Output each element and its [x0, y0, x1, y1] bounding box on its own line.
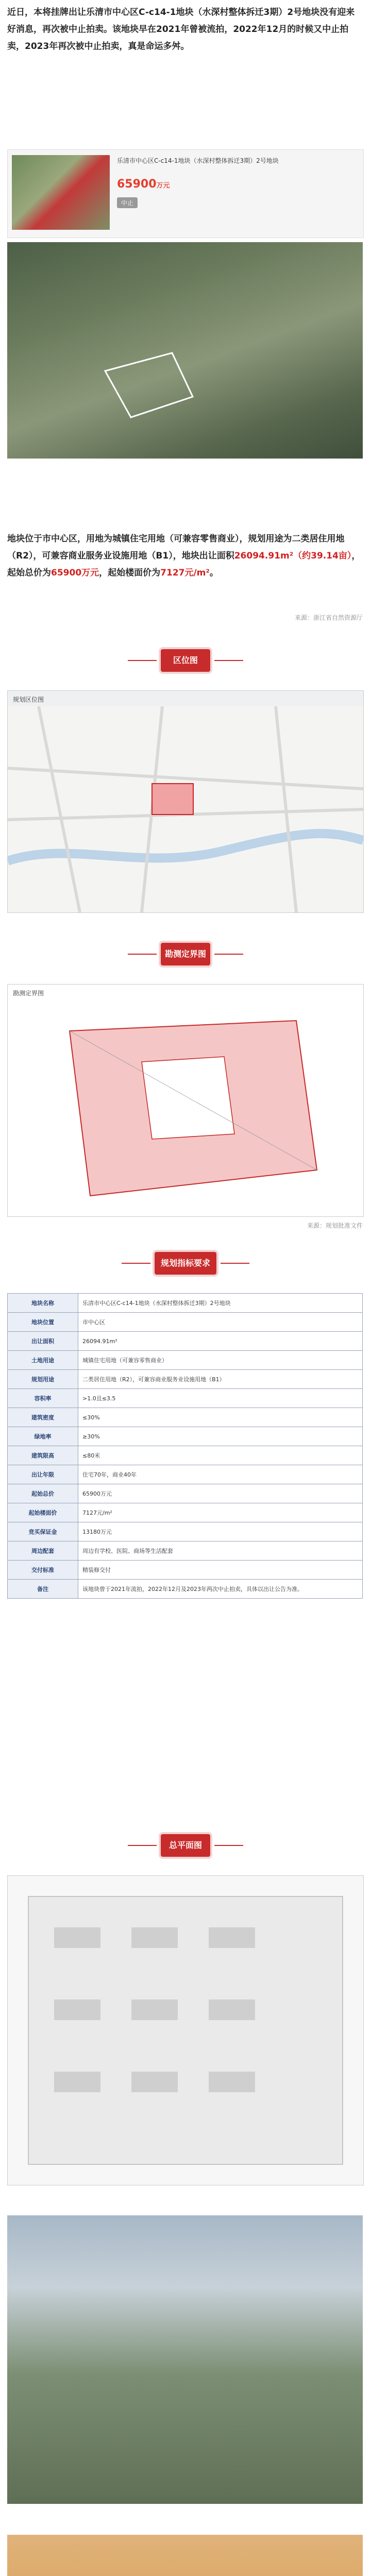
spec-key: 出让年限 — [8, 1465, 78, 1484]
site-plan — [7, 1875, 364, 2185]
spec-row — [8, 1484, 363, 1503]
spec-key: 建筑密度 — [8, 1408, 78, 1427]
intro-unit-price: 7127元/m² — [160, 568, 210, 578]
intro-paragraph-2 — [7, 531, 363, 582]
spec-value: 13180万元 — [78, 1522, 363, 1541]
spec-value: ≤80米 — [78, 1446, 363, 1465]
location-map — [7, 690, 364, 913]
spec-value: 7127元/m² — [78, 1503, 363, 1522]
spec-row — [8, 1332, 363, 1351]
spec-value: ≥30% — [78, 1427, 363, 1446]
intro-text-2c: ，起始楼面价为 — [99, 568, 161, 578]
intro-text-2a: 地块位于市中心区，用地为城镇住宅用地（可兼容零售商业），规划用途为二类居住用地（R2），可兼容商业服务业设施用地（B1），地块出让面积 — [7, 534, 345, 561]
location-map-title: 规划区位图 — [13, 696, 44, 703]
spec-table-wrap — [7, 1293, 363, 1599]
spec-key: 竞买保证金 — [8, 1522, 78, 1541]
spec-key: 出让面积 — [8, 1332, 78, 1351]
survey-map — [7, 984, 364, 1217]
spec-value: 26094.91m² — [78, 1332, 363, 1351]
spec-row — [8, 1408, 363, 1427]
spec-row — [8, 1294, 363, 1313]
intro-paragraph — [7, 4, 363, 55]
spec-key: 规划用途 — [8, 1370, 78, 1389]
listing-price — [117, 178, 170, 191]
spec-key: 土地用途 — [8, 1351, 78, 1370]
spec-key: 交付标准 — [8, 1561, 78, 1580]
spec-row — [8, 1503, 363, 1522]
spec-row — [8, 1541, 363, 1561]
caption-source-2: 来源：规划批准文件 — [307, 1222, 363, 1229]
spec-row — [8, 1351, 363, 1370]
spec-row — [8, 1465, 363, 1484]
spec-key: 容积率 — [8, 1389, 78, 1408]
aerial-render — [7, 2215, 363, 2504]
spec-row — [8, 1370, 363, 1389]
intro-area: 26094.91m²（约39.14亩） — [234, 551, 352, 561]
spec-value: 该地块曾于2021年流拍，2022年12月及2023年两次中止拍卖，具体以出让公告为准。 — [78, 1580, 363, 1599]
spec-row — [8, 1389, 363, 1408]
listing-card[interactable] — [7, 149, 364, 238]
site-plan-drawing — [8, 1876, 363, 2185]
spec-row — [8, 1427, 363, 1446]
spec-key: 地块位置 — [8, 1313, 78, 1332]
aerial-photo — [7, 242, 363, 459]
caption-source-1: 来源：浙江省自然资源厅 — [294, 614, 363, 621]
survey-map-drawing — [8, 1000, 363, 1216]
spec-key: 起始楼面价 — [8, 1503, 78, 1522]
spec-row — [8, 1561, 363, 1580]
section-title-survey: 勘测定界图 — [161, 943, 210, 965]
spec-value: 市中心区 — [78, 1313, 363, 1332]
spec-value: 65900万元 — [78, 1484, 363, 1503]
spec-value: 精装修交付 — [78, 1561, 363, 1580]
listing-title: 乐清市中心区C-c14-1地块（水深村整体拆迁3期）2号地块 — [117, 157, 279, 164]
listing-price-value: 65900 — [117, 178, 157, 191]
spec-key: 备注 — [8, 1580, 78, 1599]
parcel-outline — [7, 242, 363, 459]
section-title-indicators: 规划指标要求 — [155, 1252, 216, 1275]
spec-value: 城镇住宅用地（可兼容零售商业） — [78, 1351, 363, 1370]
spec-value: 周边有学校、医院、商场等生活配套 — [78, 1541, 363, 1561]
listing-status: 中止 — [117, 197, 138, 208]
intro-price: 65900万元 — [51, 568, 99, 578]
spec-value: 二类居住用地（R2），可兼容商业服务业设施用地（B1） — [78, 1370, 363, 1389]
spec-row — [8, 1522, 363, 1541]
listing-photo — [12, 155, 110, 230]
street-render — [7, 2535, 363, 2576]
spec-key: 起始总价 — [8, 1484, 78, 1503]
spec-key: 建筑限高 — [8, 1446, 78, 1465]
intro-text-2b: ，起始总价为 — [7, 551, 361, 578]
spec-value: ≤30% — [78, 1408, 363, 1427]
spec-row — [8, 1446, 363, 1465]
survey-map-title: 勘测定界图 — [13, 990, 44, 997]
spec-key: 绿地率 — [8, 1427, 78, 1446]
spec-value: >1.0且≤3.5 — [78, 1389, 363, 1408]
spec-table — [7, 1293, 363, 1599]
location-map-drawing — [8, 706, 363, 912]
spec-key: 地块名称 — [8, 1294, 78, 1313]
section-title-plan: 总平面图 — [161, 1834, 210, 1857]
spec-row — [8, 1580, 363, 1599]
section-title-location: 区位图 — [161, 649, 210, 672]
intro-text-2d: 。 — [209, 568, 218, 578]
spec-value: 住宅70年，商业40年 — [78, 1465, 363, 1484]
spec-row — [8, 1313, 363, 1332]
intro-text-1: 近日，本将挂牌出让乐清市中心区C-c14-1地块（水深村整体拆迁3期）2号地块没有迎来好消息，再次被中止拍卖。该地块早在2021年曾被流拍，2022年12月的时候又中止拍卖，2023年再次被中止拍卖，真是命运多舛。 — [7, 7, 355, 52]
spec-key: 周边配套 — [8, 1541, 78, 1561]
spec-value: 乐清市中心区C-c14-1地块（水深村整体拆迁3期）2号地块 — [78, 1294, 363, 1313]
listing-price-unit: 万元 — [156, 182, 170, 190]
